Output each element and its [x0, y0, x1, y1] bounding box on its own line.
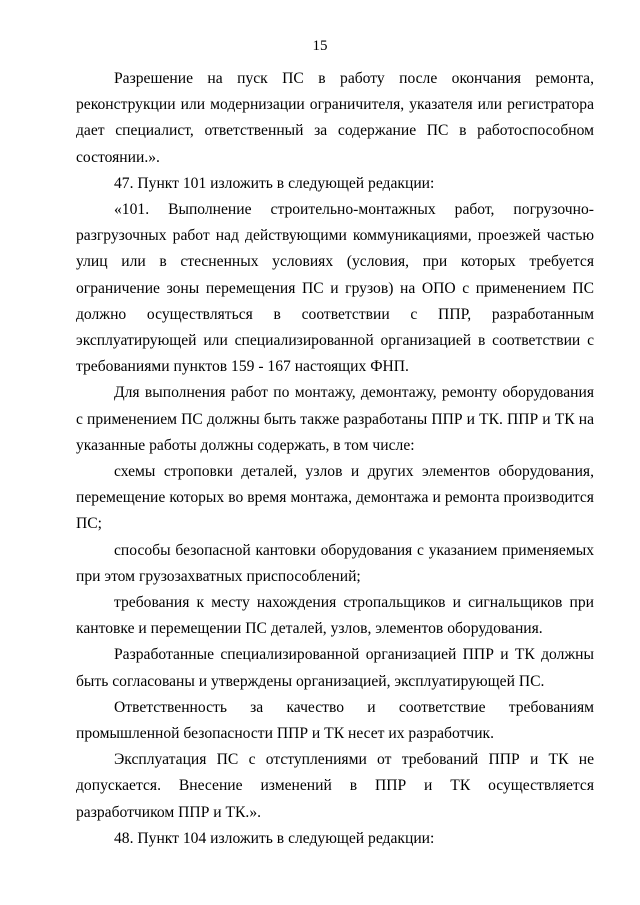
paragraph-item-101: «101. Выполнение строительно-монтажных работ, погрузочно-разгрузочных работ над действующими коммуникациями, проезжей частью улиц или в стесненных условиях (условия, при которых требуется ограничение зоны перемещения ПС и грузов) на ОПО с применением ПС должно осуществляться в соответствии с ППР, разработанным эксплуатирующей или специализированной организацией в соответствии с требованиями пунктов 159 - 167 настоящих ФНП.: [76, 201, 594, 376]
paragraph-item-48: 48. Пункт 104 изложить в следующей редакции:: [114, 829, 435, 847]
document-body: [76, 66, 594, 852]
paragraph-installation-works: Для выполнения работ по монтажу, демонтажу, ремонту оборудования с применением ПС должны быть также разработаны ППР и ТК. ППР и ТК на указанные работы должны содержать, в том числе:: [76, 384, 594, 454]
paragraph-slinging-schemes: схемы строповки деталей, узлов и других элементов оборудования, перемещение которых во время монтажа, демонтажа и ремонта производится ПС;: [76, 463, 594, 533]
paragraph-approval: Разработанные специализированной организацией ППР и ТК должны быть согласованы и утверждены организацией, эксплуатирующей ПС.: [76, 646, 594, 690]
paragraph-responsibility: Ответственность за качество и соответствие требованиям промышленной безопасности ППР и ТК несет их разработчик.: [76, 698, 594, 743]
page-number: 15: [312, 38, 328, 54]
paragraph-permission: Разрешение на пуск ПС в работу после окончания ремонта, реконструкции или модернизации ограничителя, указателя или регистратора дает специалист, ответственный за содержание ПС в работоспособном состоянии.».: [76, 70, 594, 166]
paragraph-tilting-methods: способы безопасной кантовки оборудования с указанием применяемых при этом грузозахватных приспособлений;: [76, 541, 594, 585]
paragraph-item-47: 47. Пункт 101 изложить в следующей редакции:: [114, 174, 435, 192]
paragraph-slinger-position: требования к месту нахождения стропальщиков и сигнальщиков при кантовке и перемещении ПС деталей, узлов, элементов оборудования.: [76, 594, 594, 638]
paragraph-deviations: Эксплуатация ПС с отступлениями от требований ППР и ТК не допускается. Внесение изменений в ППР и ТК осуществляется разработчиком ППР и ТК.».: [76, 751, 594, 821]
